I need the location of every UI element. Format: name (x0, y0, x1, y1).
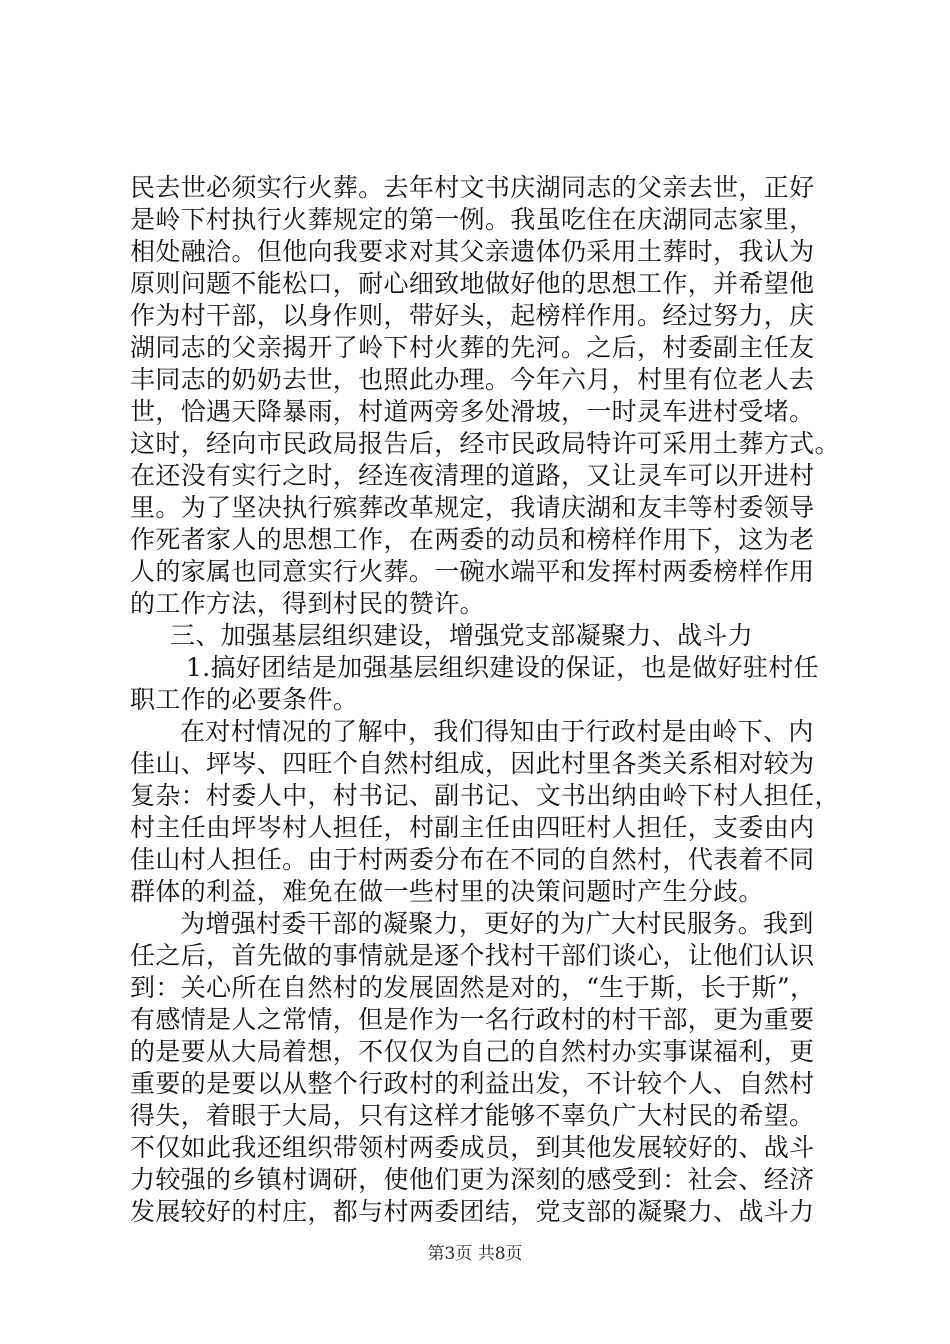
text-line: 的工作方法，得到村民的赞许。 (130, 589, 485, 618)
text-line: 得失，着眼于大局，只有这样才能够不辜负广大村民的希望。 (130, 1101, 815, 1130)
text-line: 人的家属也同意实行火葬。一碗水端平和发挥村两委榜样作用 (130, 557, 815, 586)
text-line: 这时，经向市民政局报告后，经市民政局特许可采用土葬方式。 (130, 429, 840, 458)
text-line: 不仅如此我还组织带领村两委成员，到其他发展较好的、战斗 (130, 1133, 815, 1162)
body-text (130, 172, 840, 1228)
text-line: 复杂：村委人中，村书记、副书记、文书出纳由岭下村人担任， (130, 781, 840, 810)
text-line: 是岭下村执行火葬规定的第一例。我虽吃住在庆湖同志家里， (130, 205, 815, 234)
text-line: 力较强的乡镇村调研，使他们更为深刻的感受到：社会、经济 (130, 1165, 815, 1194)
section-heading: 三、加强基层组织建设，增强党支部凝聚力、战斗力 (170, 621, 754, 650)
text-line: 的是要从大局着想，不仅仅为自己的自然村办实事谋福利，更 (130, 1037, 815, 1066)
text-line: 作死者家人的思想工作，在两委的动员和榜样作用下，这为老 (130, 525, 815, 554)
text-line: 发展较好的村庄，都与村两委团结，党支部的凝聚力、战斗力 (130, 1197, 815, 1226)
text-line: 相处融洽。但他向我要求对其父亲遗体仍采用土葬时，我认为 (130, 237, 815, 266)
paragraph-start-line: 为增强村委干部的凝聚力，更好的为广大村民服务。我到 (180, 909, 814, 938)
text-line: 任之后，首先做的事情就是逐个找村干部们谈心，让他们认识 (130, 941, 815, 970)
subsection-heading: 1.搞好团结是加强基层组织建设的保证，也是做好驻村任 (186, 653, 819, 682)
text-line: 民去世必须实行火葬。去年村文书庆湖同志的父亲去世，正好 (130, 173, 815, 202)
text-line: 职工作的必要条件。 (130, 685, 359, 714)
paragraph-start-line: 在对村情况的了解中，我们得知由于行政村是由岭下、内 (180, 717, 814, 746)
text-line: 佳山村人担任。由于村两委分布在不同的自然村，代表着不同 (130, 845, 815, 874)
text-line: 群体的利益，难免在做一些村里的决策问题时产生分歧。 (130, 877, 764, 906)
text-line: 里。为了坚决执行殡葬改革规定，我请庆湖和友丰等村委领导 (130, 493, 815, 522)
text-line: 世，恰遇天降暴雨，村道两旁多处滑坡，一时灵车进村受堵。 (130, 397, 815, 426)
text-line: 在还没有实行之时，经连夜清理的道路，又让灵车可以开进村 (130, 461, 815, 490)
text-line: 佳山、坪岑、四旺个自然村组成，因此村里各类关系相对较为 (130, 749, 815, 778)
text-line: 到：关心所在自然村的发展固然是对的，“生于斯，长于斯”， (130, 973, 816, 1002)
text-line: 原则问题不能松口，耐心细致地做好他的思想工作，并希望他 (130, 269, 815, 298)
page-number-footer: 第3页 共8页 (427, 1244, 523, 1264)
text-line: 湖同志的父亲揭开了岭下村火葬的先河。之后，村委副主任友 (130, 333, 815, 362)
text-line: 有感情是人之常情，但是作为一名行政村的村干部，更为重要 (130, 1005, 815, 1034)
text-line: 重要的是要以从整个行政村的利益出发，不计较个人、自然村 (130, 1069, 815, 1098)
text-line: 丰同志的奶奶去世，也照此办理。今年六月，村里有位老人去 (130, 365, 815, 394)
text-line: 村主任由坪岑村人担任，村副主任由四旺村人担任，支委由内 (130, 813, 815, 842)
text-line: 作为村干部，以身作则，带好头，起榜样作用。经过努力，庆 (130, 301, 815, 330)
